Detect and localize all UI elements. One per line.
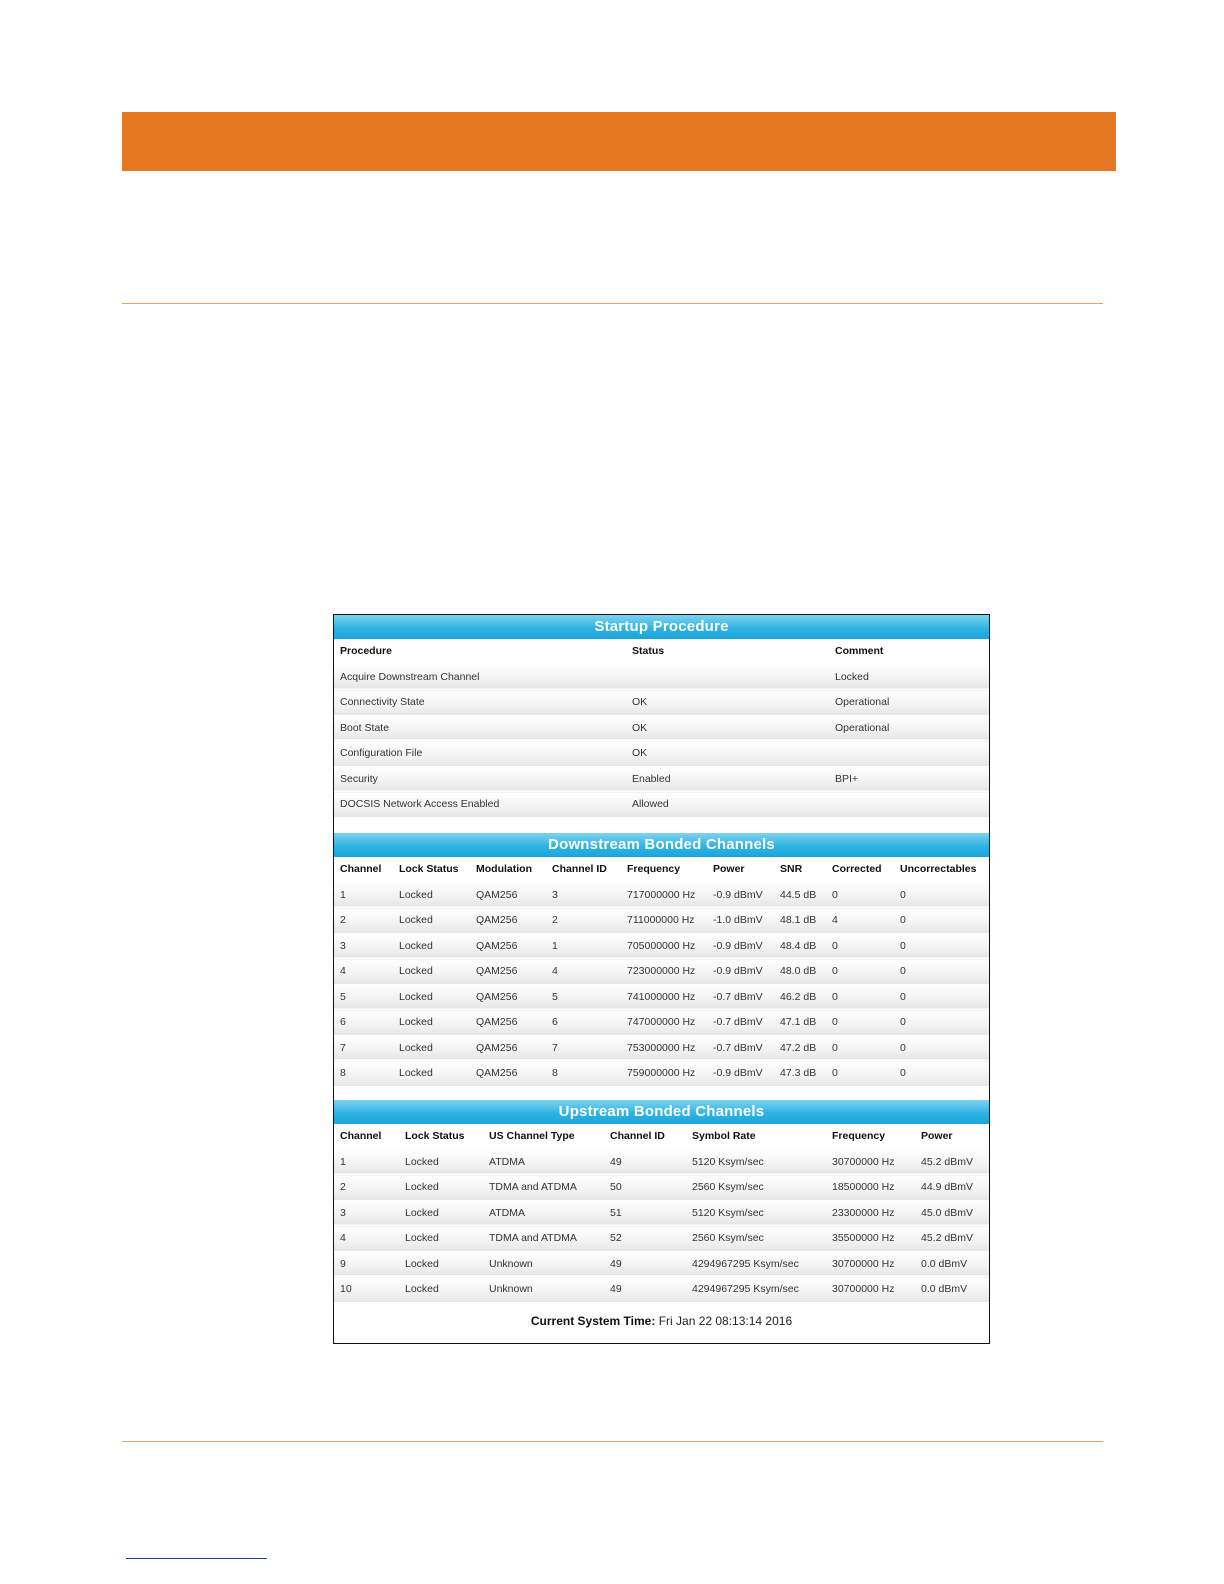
table-cell: 44.9 dBmV: [915, 1175, 989, 1201]
modem-status-screenshot: [333, 614, 990, 1344]
table-cell: 45.2 dBmV: [915, 1226, 989, 1252]
table-cell: 3: [334, 1200, 399, 1226]
table-cell: 0: [894, 933, 989, 959]
table-cell: Allowed: [626, 792, 829, 818]
downstream-channels-section: [334, 833, 989, 1087]
table-cell: [829, 792, 989, 818]
table-cell: 4: [334, 1226, 399, 1252]
table-cell: Configuration File: [334, 741, 626, 767]
table-cell: Enabled: [626, 766, 829, 792]
table-cell: 7: [334, 1035, 393, 1061]
table-cell: 2560 Ksym/sec: [686, 1226, 826, 1252]
table-cell: Locked: [393, 882, 470, 908]
table-cell: Locked: [399, 1226, 483, 1252]
table-cell: -0.7 dBmV: [707, 1035, 774, 1061]
table-cell: 6: [334, 1010, 393, 1036]
table-cell: OK: [626, 690, 829, 716]
table-cell: DOCSIS Network Access Enabled: [334, 792, 626, 818]
column-header: Channel ID: [546, 857, 621, 882]
table-row: [334, 984, 989, 1010]
table-cell: Acquire Downstream Channel: [334, 664, 626, 690]
table-cell: 0: [826, 882, 894, 908]
table-row: [334, 1200, 989, 1226]
table-row: [334, 664, 989, 690]
table-cell: -0.9 dBmV: [707, 1061, 774, 1087]
table-cell: 4294967295 Ksym/sec: [686, 1251, 826, 1277]
table-cell: Locked: [393, 1010, 470, 1036]
table-cell: Locked: [393, 908, 470, 934]
table-cell: 741000000 Hz: [621, 984, 707, 1010]
column-header: US Channel Type: [483, 1124, 604, 1149]
table-cell: Locked: [393, 984, 470, 1010]
column-header: Symbol Rate: [686, 1124, 826, 1149]
table-cell: 49: [604, 1149, 686, 1175]
table-cell: 48.1 dB: [774, 908, 826, 934]
column-header: Modulation: [470, 857, 546, 882]
table-cell: 0: [826, 1061, 894, 1087]
table-row: [334, 1061, 989, 1087]
table-row: [334, 766, 989, 792]
table-cell: QAM256: [470, 933, 546, 959]
table-cell: BPI+: [829, 766, 989, 792]
table-cell: 44.5 dB: [774, 882, 826, 908]
table-cell: 0: [894, 882, 989, 908]
table-row: [334, 741, 989, 767]
table-cell: 4294967295 Ksym/sec: [686, 1277, 826, 1303]
column-header: Frequency: [826, 1124, 915, 1149]
table-cell: 30700000 Hz: [826, 1149, 915, 1175]
table-cell: 717000000 Hz: [621, 882, 707, 908]
table-cell: Unknown: [483, 1251, 604, 1277]
table-cell: 51: [604, 1200, 686, 1226]
table-row: [334, 1010, 989, 1036]
table-cell: Locked: [399, 1200, 483, 1226]
table-cell: 5120 Ksym/sec: [686, 1200, 826, 1226]
table-cell: 0: [894, 1035, 989, 1061]
table-cell: -0.9 dBmV: [707, 933, 774, 959]
table-cell: 0.0 dBmV: [915, 1277, 989, 1303]
table-cell: 10: [334, 1277, 399, 1303]
table-cell: 47.1 dB: [774, 1010, 826, 1036]
table-row: [334, 715, 989, 741]
table-cell: [626, 664, 829, 690]
table-cell: 50: [604, 1175, 686, 1201]
table-cell: 8: [546, 1061, 621, 1087]
table-cell: 753000000 Hz: [621, 1035, 707, 1061]
table-row: [334, 1175, 989, 1201]
table-cell: Connectivity State: [334, 690, 626, 716]
table-cell: QAM256: [470, 1061, 546, 1087]
table-cell: [829, 741, 989, 767]
table-row: [334, 1251, 989, 1277]
table-cell: Security: [334, 766, 626, 792]
table-row: [334, 690, 989, 716]
table-cell: -0.7 dBmV: [707, 1010, 774, 1036]
table-cell: QAM256: [470, 908, 546, 934]
table-row: [334, 792, 989, 818]
column-header: Channel: [334, 857, 393, 882]
column-header: Power: [707, 857, 774, 882]
table-cell: 0: [894, 959, 989, 985]
column-header: Power: [915, 1124, 989, 1149]
table-cell: 2560 Ksym/sec: [686, 1175, 826, 1201]
table-cell: Locked: [399, 1277, 483, 1303]
table-cell: 3: [546, 882, 621, 908]
table-cell: 0: [826, 1035, 894, 1061]
table-row: [334, 959, 989, 985]
table-cell: QAM256: [470, 1035, 546, 1061]
table-cell: 4: [826, 908, 894, 934]
table-cell: QAM256: [470, 959, 546, 985]
table-cell: Locked: [399, 1175, 483, 1201]
table-cell: 23300000 Hz: [826, 1200, 915, 1226]
table-cell: 2: [546, 908, 621, 934]
table-cell: 2: [334, 908, 393, 934]
table-cell: 45.0 dBmV: [915, 1200, 989, 1226]
startup-procedure-title: Startup Procedure: [334, 615, 989, 639]
table-cell: 4: [334, 959, 393, 985]
table-row: [334, 1226, 989, 1252]
table-cell: -0.7 dBmV: [707, 984, 774, 1010]
table-cell: 1: [334, 882, 393, 908]
table-cell: 5: [334, 984, 393, 1010]
top-divider: [122, 303, 1103, 304]
table-cell: -1.0 dBmV: [707, 908, 774, 934]
table-cell: 0: [894, 1061, 989, 1087]
table-cell: 46.2 dB: [774, 984, 826, 1010]
column-header: Uncorrectables: [894, 857, 989, 882]
table-cell: 5120 Ksym/sec: [686, 1149, 826, 1175]
table-cell: Locked: [399, 1251, 483, 1277]
table-cell: Locked: [829, 664, 989, 690]
table-cell: 52: [604, 1226, 686, 1252]
table-cell: 18500000 Hz: [826, 1175, 915, 1201]
table-cell: QAM256: [470, 984, 546, 1010]
table-row: [334, 882, 989, 908]
column-header: Channel ID: [604, 1124, 686, 1149]
table-cell: 0: [826, 933, 894, 959]
table-cell: 1: [546, 933, 621, 959]
table-cell: 3: [334, 933, 393, 959]
table-cell: 0: [826, 1010, 894, 1036]
table-cell: 0: [894, 1010, 989, 1036]
current-system-time: [334, 1314, 989, 1328]
table-cell: 47.3 dB: [774, 1061, 826, 1087]
table-cell: 0: [826, 959, 894, 985]
column-header: Channel: [334, 1124, 399, 1149]
table-cell: 705000000 Hz: [621, 933, 707, 959]
downstream-channels-title: Downstream Bonded Channels: [334, 833, 989, 857]
table-cell: 0: [826, 984, 894, 1010]
table-row: [334, 1035, 989, 1061]
table-row: [334, 933, 989, 959]
column-header: Corrected: [826, 857, 894, 882]
table-cell: 0.0 dBmV: [915, 1251, 989, 1277]
table-cell: 5: [546, 984, 621, 1010]
table-cell: 711000000 Hz: [621, 908, 707, 934]
table-cell: Locked: [393, 933, 470, 959]
table-header-row: [334, 1124, 989, 1149]
table-header-row: [334, 639, 989, 664]
upstream-channels-table: [334, 1124, 989, 1303]
table-cell: QAM256: [470, 1010, 546, 1036]
table-cell: 48.0 dB: [774, 959, 826, 985]
table-cell: 35500000 Hz: [826, 1226, 915, 1252]
table-cell: Locked: [393, 959, 470, 985]
table-row: [334, 908, 989, 934]
upstream-channels-section: [334, 1100, 989, 1303]
table-cell: 30700000 Hz: [826, 1277, 915, 1303]
table-cell: Locked: [393, 1061, 470, 1087]
table-cell: 47.2 dB: [774, 1035, 826, 1061]
table-cell: 6: [546, 1010, 621, 1036]
table-cell: 49: [604, 1251, 686, 1277]
table-header-row: [334, 857, 989, 882]
table-cell: 30700000 Hz: [826, 1251, 915, 1277]
footer-link-underline: [126, 1558, 267, 1559]
column-header: Procedure: [334, 639, 626, 664]
table-cell: 1: [334, 1149, 399, 1175]
table-cell: TDMA and ATDMA: [483, 1175, 604, 1201]
downstream-channels-table: [334, 857, 989, 1087]
table-cell: -0.9 dBmV: [707, 882, 774, 908]
system-time-label: Current System Time:: [530, 1314, 656, 1328]
table-row: [334, 1277, 989, 1303]
startup-procedure-section: [334, 615, 989, 818]
table-cell: -0.9 dBmV: [707, 959, 774, 985]
table-cell: OK: [626, 741, 829, 767]
system-time-value: Fri Jan 22 08:13:14 2016: [658, 1314, 793, 1328]
table-cell: TDMA and ATDMA: [483, 1226, 604, 1252]
column-header: Status: [626, 639, 829, 664]
table-cell: 48.4 dB: [774, 933, 826, 959]
table-cell: ATDMA: [483, 1149, 604, 1175]
column-header: Frequency: [621, 857, 707, 882]
column-header: Comment: [829, 639, 989, 664]
table-cell: 49: [604, 1277, 686, 1303]
startup-procedure-table: [334, 639, 989, 818]
table-cell: Locked: [393, 1035, 470, 1061]
table-cell: 759000000 Hz: [621, 1061, 707, 1087]
table-cell: 8: [334, 1061, 393, 1087]
table-cell: 2: [334, 1175, 399, 1201]
table-cell: Operational: [829, 715, 989, 741]
column-header: SNR: [774, 857, 826, 882]
table-cell: Operational: [829, 690, 989, 716]
table-cell: Boot State: [334, 715, 626, 741]
column-header: Lock Status: [399, 1124, 483, 1149]
table-cell: ATDMA: [483, 1200, 604, 1226]
table-cell: 7: [546, 1035, 621, 1061]
table-cell: 0: [894, 984, 989, 1010]
table-cell: 0: [894, 908, 989, 934]
upstream-channels-title: Upstream Bonded Channels: [334, 1100, 989, 1124]
table-cell: Unknown: [483, 1277, 604, 1303]
table-cell: 45.2 dBmV: [915, 1149, 989, 1175]
table-cell: 4: [546, 959, 621, 985]
header-banner: [122, 112, 1116, 171]
table-cell: QAM256: [470, 882, 546, 908]
table-cell: Locked: [399, 1149, 483, 1175]
bottom-divider: [122, 1441, 1103, 1442]
column-header: Lock Status: [393, 857, 470, 882]
table-row: [334, 1149, 989, 1175]
table-cell: 9: [334, 1251, 399, 1277]
table-cell: 747000000 Hz: [621, 1010, 707, 1036]
table-cell: 723000000 Hz: [621, 959, 707, 985]
table-cell: OK: [626, 715, 829, 741]
